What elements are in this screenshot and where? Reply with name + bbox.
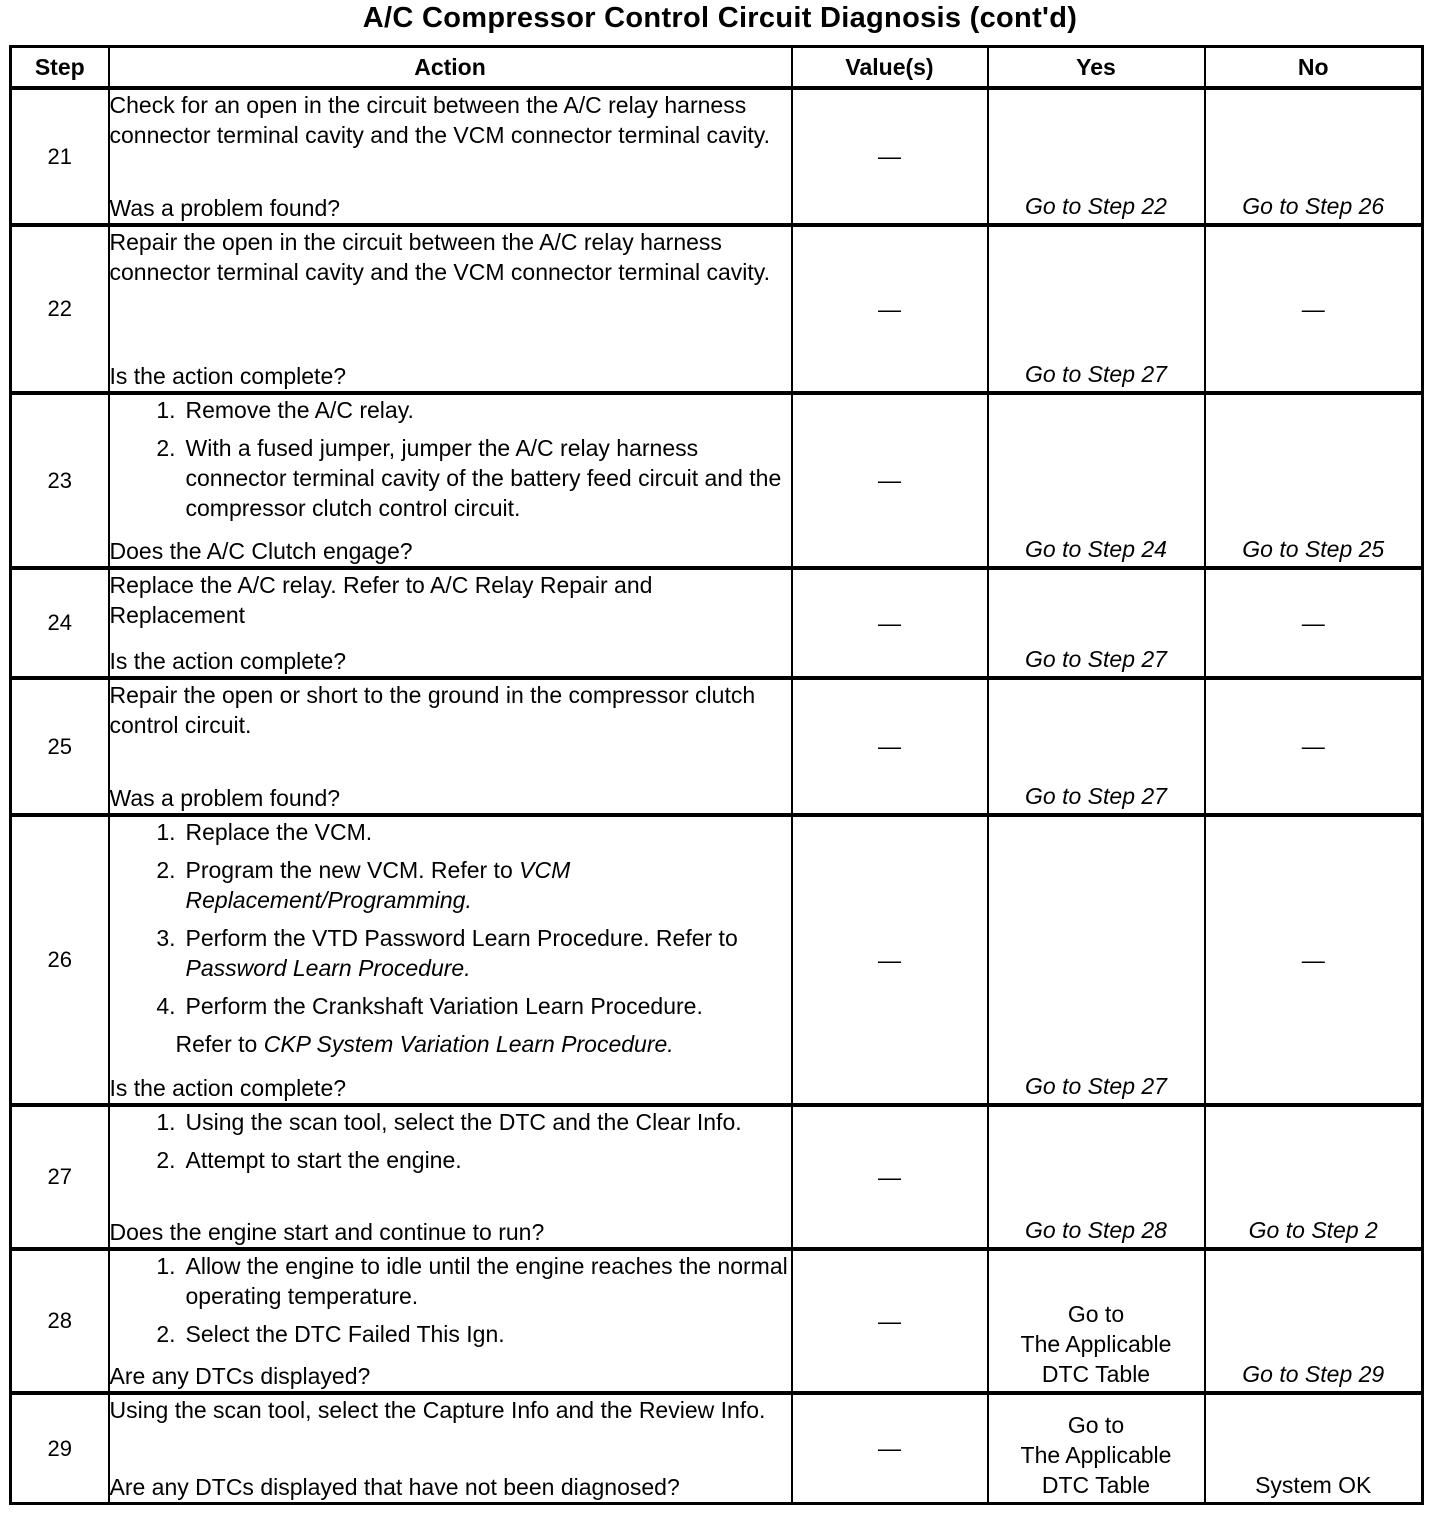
action-question: Does the A/C Clutch engage? <box>109 538 413 565</box>
step-number: 29 <box>11 1393 109 1503</box>
item-text: Perform the Crankshaft Variation Learn Procedure. <box>185 993 703 1020</box>
table-row-step-29 <box>11 1393 1423 1503</box>
yes-cell <box>988 1105 1205 1249</box>
no-cell <box>1205 225 1423 393</box>
step-number: 24 <box>11 568 109 678</box>
value-cell <box>792 568 988 678</box>
item-text: Attempt to start the engine. <box>185 1147 462 1174</box>
table-row-step-23 <box>11 393 1423 568</box>
no-goto: Go to Step 2 <box>1248 1217 1378 1244</box>
action-steps <box>110 1251 791 1357</box>
list-item <box>110 1107 791 1137</box>
action-text: Check for an open in the circuit between the A/C relay harness connector terminal cavity and the VCM connector terminal cavity. <box>109 92 770 148</box>
yes-goto: Go to Step 27 <box>1025 783 1167 810</box>
action-cell <box>109 225 792 393</box>
no-cell <box>1205 1393 1423 1503</box>
action-question: Are any DTCs displayed that have not been diagnosed? <box>109 1474 680 1500</box>
item-number: 2. <box>156 435 176 462</box>
header-action: Action <box>109 47 792 89</box>
action-question: Is the action complete? <box>109 1075 347 1102</box>
action-question: Is the action complete? <box>109 648 347 675</box>
page-title: A/C Compressor Control Circuit Diagnosis (cont'd) <box>362 2 1078 34</box>
item-reference: Password Learn Procedure. <box>185 955 471 982</box>
action-cell <box>109 1249 792 1393</box>
list-item <box>110 1145 791 1175</box>
table-row-step-21 <box>11 88 1423 225</box>
item-number: 2. <box>156 857 176 884</box>
action-steps <box>110 1107 791 1183</box>
step-number: 23 <box>11 393 109 568</box>
header-yes: Yes <box>988 47 1205 89</box>
action-text: Repair the open in the circuit between the A/C relay harness connector terminal cavity and the VCM connector terminal cavity. <box>109 229 770 286</box>
yes-goto: Go to Step 27 <box>1025 1073 1167 1100</box>
diagnosis-table <box>9 45 1424 1505</box>
header-row <box>11 47 1423 89</box>
step-number: 21 <box>11 88 109 225</box>
yes-goto: Go to Step 27 <box>1025 646 1167 673</box>
item-number: 4. <box>156 993 176 1020</box>
value-cell <box>792 1393 988 1503</box>
action-cell <box>109 568 792 678</box>
yes-cell <box>988 393 1205 568</box>
table-row-step-28 <box>11 1249 1423 1393</box>
no-dash: — <box>1301 295 1325 322</box>
value-dash: — <box>878 467 901 494</box>
action-cell <box>109 88 792 225</box>
no-dash: — <box>1301 733 1325 760</box>
item-number: 2. <box>156 1147 176 1174</box>
table-row-step-27 <box>11 1105 1423 1249</box>
list-item <box>110 855 791 915</box>
action-steps <box>110 395 791 531</box>
no-cell <box>1205 393 1423 568</box>
value-cell <box>792 1105 988 1249</box>
action-cell <box>109 393 792 568</box>
list-item <box>110 817 791 847</box>
step-number: 28 <box>11 1249 109 1393</box>
yes-goto: Go to Step 24 <box>1025 536 1167 563</box>
no-cell <box>1205 1105 1423 1249</box>
yes-line: DTC Table <box>1041 1361 1151 1388</box>
table-row-step-26 <box>11 815 1423 1105</box>
action-cell <box>109 815 792 1105</box>
table-row-step-25 <box>11 678 1423 815</box>
action-text: Using the scan tool, select the Capture Info and the Review Info. <box>109 1397 766 1424</box>
yes-line: Go to <box>1067 1412 1125 1438</box>
list-item <box>110 1251 791 1311</box>
action-text: Replace the A/C relay. Refer to A/C Relay Repair and Replacement <box>109 572 653 629</box>
continuation-reference: CKP System Variation Learn Procedure. <box>263 1031 674 1058</box>
action-text: Repair the open or short to the ground in the compressor clutch control circuit. <box>109 682 756 739</box>
item-number: 2. <box>156 1321 176 1348</box>
value-cell <box>792 1249 988 1393</box>
no-cell <box>1205 568 1423 678</box>
yes-goto-dtc-table <box>989 1299 1204 1389</box>
value-dash: — <box>878 295 901 322</box>
yes-line: The Applicable <box>1020 1442 1172 1468</box>
yes-line: DTC Table <box>1041 1472 1151 1498</box>
item-text: Program the new VCM. Refer to <box>185 857 520 884</box>
action-question: Was a problem found? <box>109 785 341 812</box>
value-cell <box>792 88 988 225</box>
value-dash: — <box>878 1307 901 1334</box>
table-row-step-22 <box>11 225 1423 393</box>
yes-cell <box>988 225 1205 393</box>
step-number: 22 <box>11 225 109 393</box>
action-question: Was a problem found? <box>109 195 341 222</box>
list-item <box>110 1319 791 1349</box>
no-dash: — <box>1301 609 1325 636</box>
yes-cell <box>988 815 1205 1105</box>
action-cell <box>109 1105 792 1249</box>
no-result: System OK <box>1255 1472 1372 1498</box>
action-steps <box>110 817 791 1021</box>
value-dash: — <box>878 1163 901 1190</box>
yes-cell <box>988 1393 1205 1503</box>
action-question: Are any DTCs displayed? <box>109 1363 371 1390</box>
header-step: Step <box>11 47 109 89</box>
item-text: Remove the A/C relay. <box>185 397 414 424</box>
yes-goto: Go to Step 22 <box>1025 193 1167 220</box>
item-number: 1. <box>156 819 176 846</box>
yes-cell <box>988 88 1205 225</box>
yes-cell <box>988 568 1205 678</box>
list-item <box>110 991 791 1021</box>
no-cell <box>1205 88 1423 225</box>
item-text: Replace the VCM. <box>185 819 373 846</box>
value-dash: — <box>878 609 901 636</box>
action-cell <box>109 1393 792 1503</box>
value-dash: — <box>878 733 901 760</box>
step-number: 27 <box>11 1105 109 1249</box>
step-number: 26 <box>11 815 109 1105</box>
item-reference: VCM Replacement/Programming. <box>185 857 571 914</box>
list-item <box>110 433 791 523</box>
no-cell <box>1205 1249 1423 1393</box>
no-cell <box>1205 678 1423 815</box>
item-text: With a fused jumper, jumper the A/C relay harness connector terminal cavity of the battery feed circuit and the compressor clutch control circuit. <box>185 435 782 522</box>
action-cell <box>109 678 792 815</box>
value-cell <box>792 815 988 1105</box>
no-dash: — <box>1301 946 1325 973</box>
value-dash: — <box>878 1435 901 1462</box>
no-goto: Go to Step 26 <box>1242 193 1385 220</box>
action-question: Is the action complete? <box>109 363 347 390</box>
action-question: Does the engine start and continue to run? <box>109 1219 545 1246</box>
value-cell <box>792 678 988 815</box>
item-continuation <box>110 1029 791 1059</box>
no-cell <box>1205 815 1423 1105</box>
item-number: 1. <box>156 397 176 424</box>
item-text: Allow the engine to idle until the engine reaches the normal operating temperature. <box>185 1253 788 1310</box>
list-item <box>110 395 791 425</box>
step-number: 25 <box>11 678 109 815</box>
yes-goto: Go to Step 27 <box>1025 361 1167 388</box>
value-cell <box>792 225 988 393</box>
header-values: Value(s) <box>792 47 988 89</box>
yes-line: The Applicable <box>1020 1331 1172 1358</box>
yes-goto: Go to Step 28 <box>1025 1217 1167 1244</box>
item-text: Perform the VTD Password Learn Procedure. Refer to <box>185 925 738 952</box>
value-dash: — <box>878 946 901 973</box>
no-goto: Go to Step 25 <box>1242 536 1385 563</box>
item-number: 1. <box>156 1253 176 1280</box>
no-goto: Go to Step 29 <box>1242 1361 1385 1388</box>
continuation-text: Refer to <box>175 1031 264 1058</box>
list-item <box>110 923 791 983</box>
yes-cell <box>988 1249 1205 1393</box>
item-number: 3. <box>156 925 176 952</box>
header-no: No <box>1205 47 1423 89</box>
item-number: 1. <box>156 1109 176 1136</box>
item-text: Select the DTC Failed This Ign. <box>185 1321 505 1348</box>
value-cell <box>792 393 988 568</box>
item-text: Using the scan tool, select the DTC and the Clear Info. <box>185 1109 742 1136</box>
yes-goto-dtc-table <box>989 1410 1204 1500</box>
table-row-step-24 <box>11 568 1423 678</box>
yes-cell <box>988 678 1205 815</box>
yes-line: Go to <box>1067 1301 1125 1328</box>
value-dash: — <box>878 143 901 170</box>
